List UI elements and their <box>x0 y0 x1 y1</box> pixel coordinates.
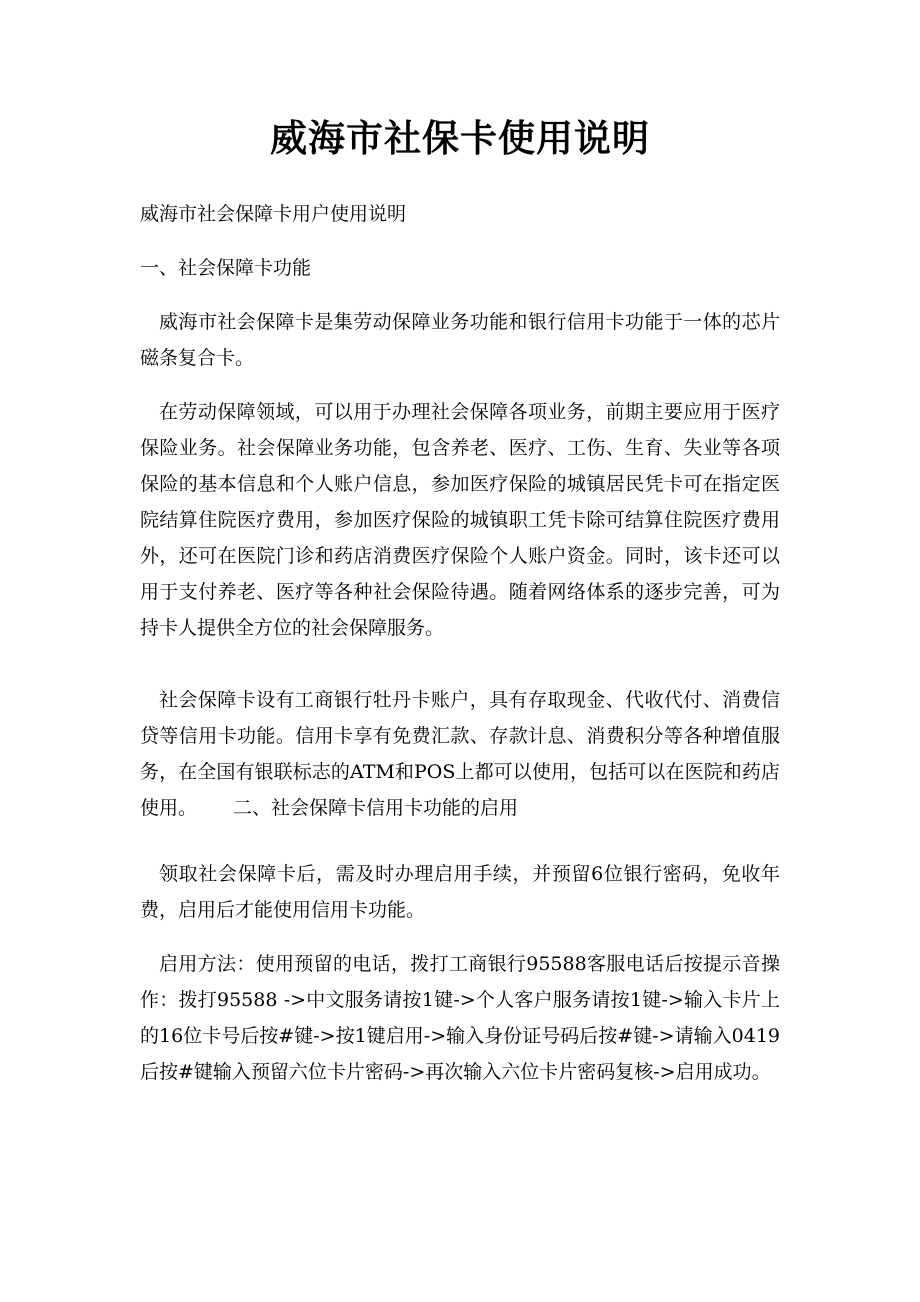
paragraph-bank-account <box>140 682 780 826</box>
document-subtitle: 威海市社会保障卡用户使用说明 <box>140 203 407 225</box>
section-heading-functions: 一、社会保障卡功能 <box>140 257 312 279</box>
page-title: 威海市社保卡使用说明 <box>270 116 650 160</box>
paragraph-card-intro: 威海市社会保障卡是集劳动保障业务功能和银行信用卡功能于一体的芯片磁条复合卡。 <box>140 311 780 369</box>
paragraph-activation-requirement: 领取社会保障卡后，需及时办理启用手续，并预留6位银行密码，免收年费，启用后才能使用信用卡功能。 <box>140 863 780 921</box>
paragraph-activation-method: 启用方法：使用预留的电话，拨打工商银行95588客服电话后按提示音操作：拨打95588 ->中文服务请按1键->个人客户服务请按1键->输入卡片上的16位卡号后按#键->按1键启用->输入身份证号码后按#键->请输入0419后按#键输入预留六位卡片密码->再次输入六位卡片密码复核->启用成功。 <box>140 953 780 1083</box>
paragraph-labor-security: 在劳动保障领域，可以用于办理社会保障各项业务，前期主要应用于医疗保险业务。社会保障业务功能，包含养老、医疗、工伤、生育、失业等各项保险的基本信息和个人账户信息，参加医疗保险的城镇居民凭卡可在指定医院结算住院医疗费用，参加医疗保险的城镇职工凭卡除可结算住院医疗费用外，还可在医院门诊和药店消费医疗保险个人账户资金。同时，该卡还可以用于支付养老、医疗等各种社会保险待遇。随着网络体系的逐步完善，可为持卡人提供全方位的社会保障服务。 <box>140 401 780 639</box>
paragraph-bank-account-text: 社会保障卡设有工商银行牡丹卡账户，具有存取现金、代收代付、消费信贷等信用卡功能。信用卡享有免费汇款、存款计息、消费积分等各种增值服务，在全国有银联标志的ATM和POS上都可以使用，包括可以在医院和药店使用。 <box>140 689 780 819</box>
section-heading-activation: 二、社会保障卡信用卡功能的启用 <box>233 797 519 819</box>
